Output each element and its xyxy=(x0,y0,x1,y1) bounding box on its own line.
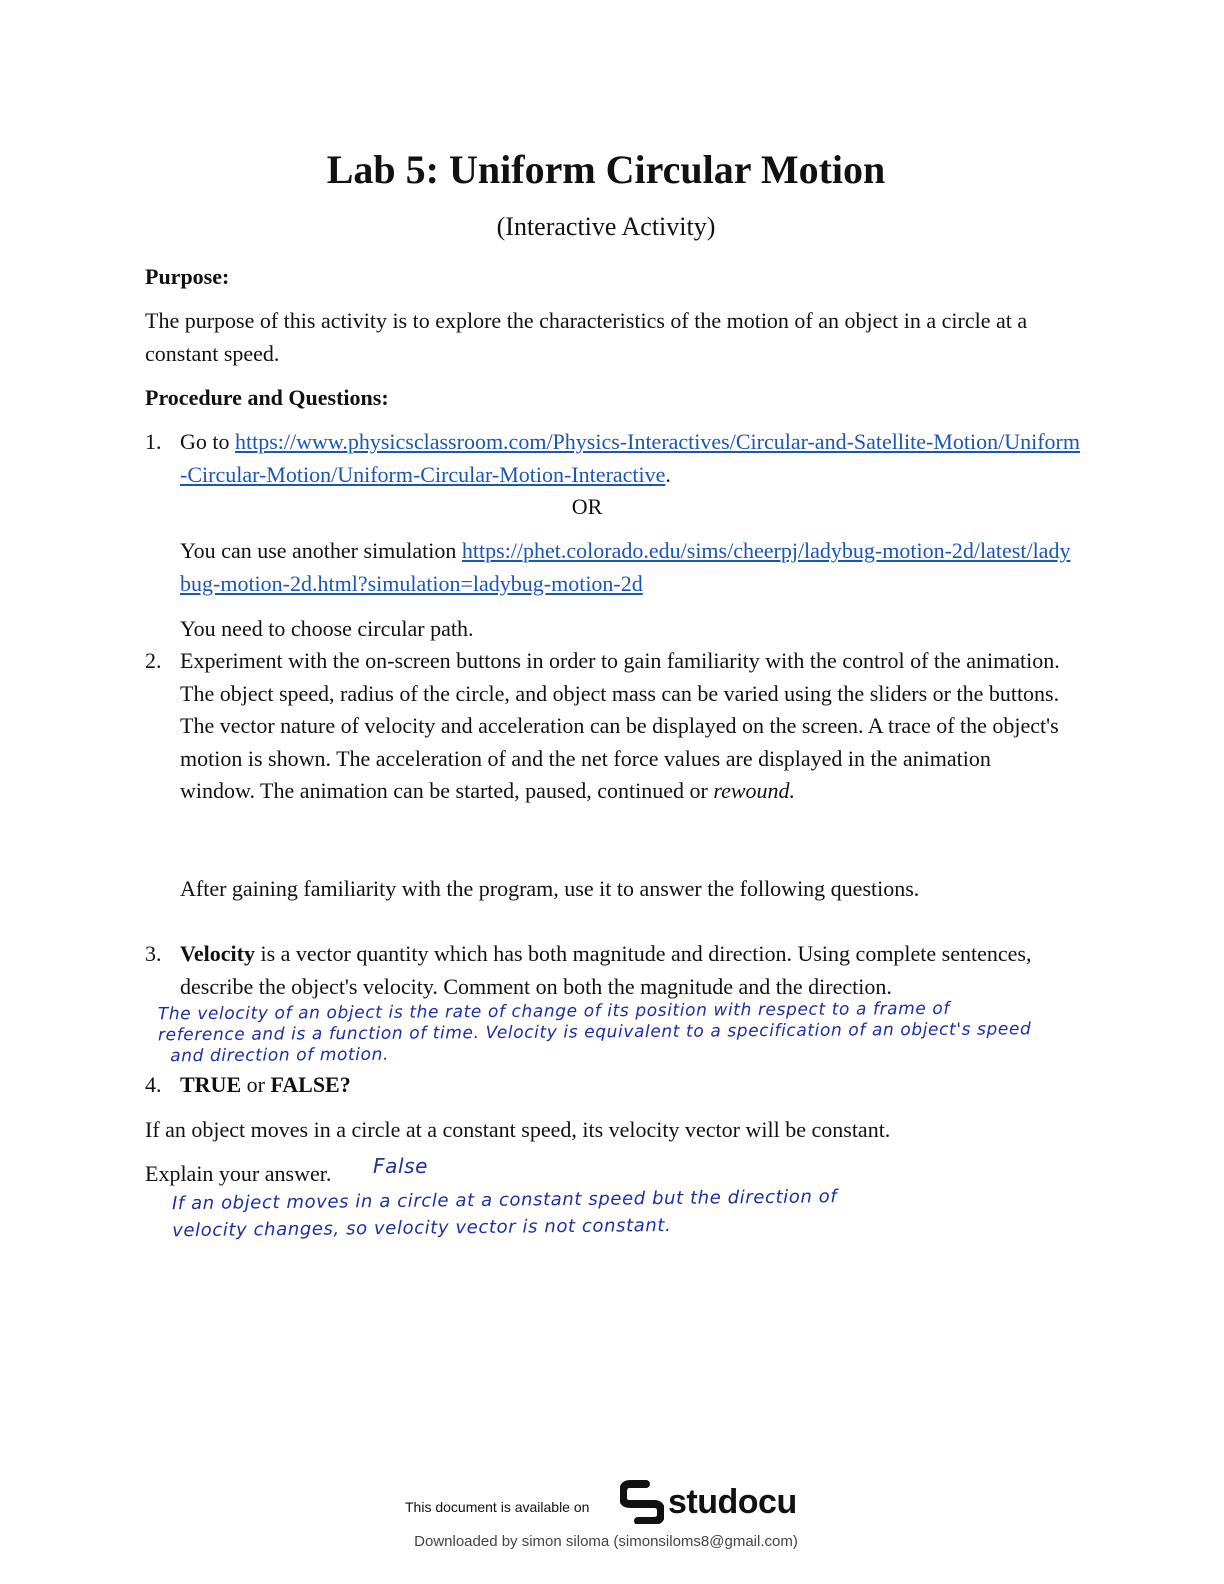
studocu-logo xyxy=(620,1480,797,1524)
item-4-number: 4. xyxy=(145,1072,162,1097)
true-false-prompt xyxy=(180,1069,351,1102)
circular-path-note: You need to choose circular path. xyxy=(180,616,474,641)
studocu-logo-icon xyxy=(620,1480,664,1524)
phet-link[interactable]: https://phet.colorado.edu/sims/cheerpj/ladybug-motion-2d/latest/ladybug-motion-2d.html?simulation=ladybug-motion-2d xyxy=(180,538,1071,596)
item-3-number: 3. xyxy=(145,941,162,966)
true-word: TRUE xyxy=(180,1072,242,1097)
purpose-text: The purpose of this activity is to explore the characteristics of the motion of an object in a circle at a constant speed. xyxy=(145,308,1028,366)
alt-lead: You can use another simulation xyxy=(180,538,457,563)
item-2-number: 2. xyxy=(145,648,162,673)
item-3-text xyxy=(180,938,1070,1003)
or-word: or xyxy=(246,1072,265,1097)
statement-text: If an object moves in a circle at a constant speed, its velocity vector will be constant. xyxy=(145,1117,891,1142)
velocity-answer-line-2: reference and is a function of time. Velocity is equivalent to a specification of an object's speed xyxy=(157,1019,1032,1046)
velocity-answer-line-3: and direction of motion. xyxy=(170,1044,390,1067)
downloaded-by-text: Downloaded by simon siloma (simonsiloms8@gmail.com) xyxy=(414,1533,798,1550)
document-subtitle: (Interactive Activity) xyxy=(496,212,716,241)
false-word: FALSE? xyxy=(270,1072,351,1097)
explain-label: Explain your answer. xyxy=(145,1161,332,1186)
explain-answer xyxy=(172,1182,973,1244)
item-1-lead: Go to xyxy=(180,429,230,454)
or-separator: OR xyxy=(571,494,603,519)
physicsclassroom-link[interactable]: https://www.physicsclassroom.com/Physics-Interactives/Circular-and-Satellite-Motion/Uniform-Circular-Motion/Uniform-Circular-Motion-Interactive xyxy=(180,429,1080,487)
item-1-number: 1. xyxy=(145,429,162,454)
procedure-heading: Procedure and Questions: xyxy=(145,385,389,410)
velocity-answer-line-1: The velocity of an object is the rate of change of its position with respect to a frame of xyxy=(157,998,951,1025)
item-3-body: is a vector quantity which has both magnitude and direction. Using complete sentences, describe the object's velocity. Comment on both the magnitude and the direction. xyxy=(180,941,1032,999)
answer-false: False xyxy=(373,1154,429,1178)
purpose-heading: Purpose: xyxy=(145,264,230,289)
velocity-answer xyxy=(158,998,1118,1068)
item-2-body: Experiment with the on-screen buttons in order to gain familiarity with the control of the animation. The object speed, radius of the circle, and object mass can be varied using the sliders or the buttons. The vector nature of velocity and acceleration can be displayed on the screen. A trace of the object's motion is shown. The acceleration of and the net force values are displayed in the animation window. The animation can be started, paused, continued or xyxy=(180,648,1060,803)
explain-answer-line-1: If an object moves in a circle at a constant speed but the direction of xyxy=(171,1186,838,1215)
item-1-text: Go to https://www.physicsclassroom.com/Physics-Interactives/Circular-and-Satellite-Motion/Uniform-Circular-Motion/Uniform-Circular-Motion-Interactive. xyxy=(180,429,1080,487)
velocity-term: Velocity xyxy=(180,941,255,966)
availability-text: This document is available on xyxy=(405,1499,590,1515)
item-2-text xyxy=(180,645,1065,808)
studocu-brand-name: studocu xyxy=(668,1482,797,1521)
item-2-italic: rewound. xyxy=(713,778,796,803)
item-2-after: After gaining familiarity with the program, use it to answer the following questions. xyxy=(180,876,920,901)
explain-answer-line-2: velocity changes, so velocity vector is not constant. xyxy=(172,1214,672,1242)
document-title: Lab 5: Uniform Circular Motion xyxy=(326,147,886,192)
alt-simulation-text xyxy=(180,535,1080,600)
